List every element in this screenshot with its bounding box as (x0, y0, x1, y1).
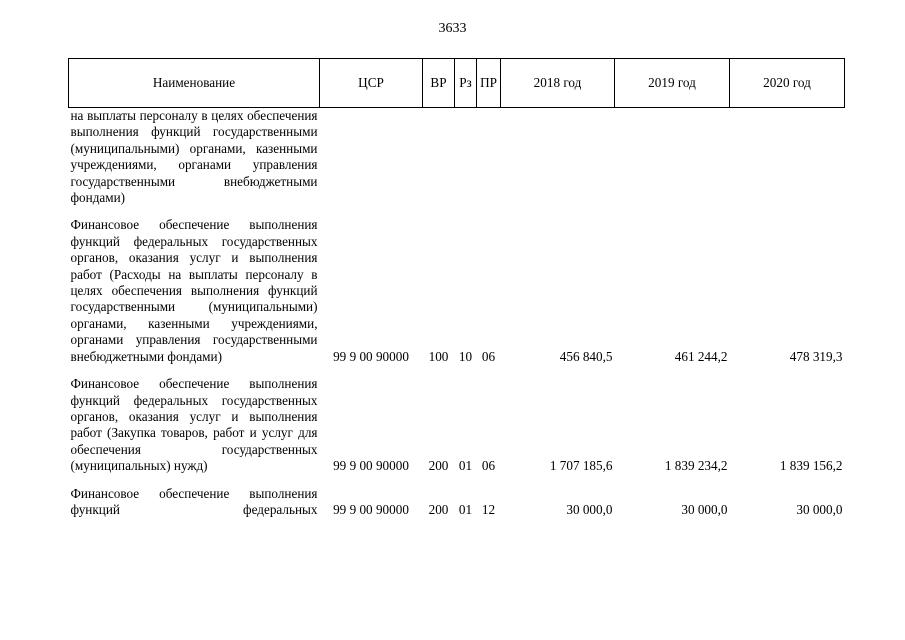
row-pr: 12 (481, 501, 496, 517)
row-rz: 01 (458, 501, 473, 517)
row-name (69, 217, 320, 365)
row-csr (320, 108, 423, 207)
row-vr (423, 108, 455, 207)
row-pr (477, 108, 501, 207)
row-vr: 200 (428, 501, 449, 517)
row-2018: 456 840,5 (559, 348, 613, 364)
row-name (69, 486, 320, 519)
table-row (69, 486, 845, 519)
row-name-text: Финансовое обеспечение выполнения функций федеральных государственных органов, оказания услуг и выполнения работ (Закупка товаров, работ и услуг для обеспечения государственных (муниципальных) нужд) (70, 376, 318, 474)
row-2020: 1 839 156,2 (779, 458, 843, 474)
table-row (69, 108, 845, 207)
row-name (69, 376, 320, 474)
row-vr: 100 (428, 348, 449, 364)
row-rz: 01 (458, 458, 473, 474)
budget-table (68, 58, 845, 518)
header-pr: ПР (477, 59, 501, 108)
row-rz (455, 108, 477, 207)
page-number: 3633 (438, 21, 467, 36)
row-rz: 10 (458, 348, 473, 364)
row-2019: 461 244,2 (674, 348, 728, 364)
row-2020: 30 000,0 (796, 501, 843, 517)
header-rz: Рз (455, 59, 477, 108)
header-2020: 2020 год (730, 59, 845, 108)
header-name: Наименование (69, 59, 320, 108)
row-2018: 30 000,0 (566, 501, 613, 517)
row-csr: 99 9 00 90000 (333, 458, 409, 474)
header-2019: 2019 год (615, 59, 730, 108)
row-pr: 06 (481, 458, 496, 474)
row-2018 (501, 108, 615, 207)
row-2020 (730, 108, 845, 207)
table-row (69, 217, 845, 365)
row-2019: 1 839 234,2 (664, 458, 728, 474)
row-2018: 1 707 185,6 (549, 458, 613, 474)
row-2019: 30 000,0 (681, 501, 728, 517)
row-csr: 99 9 00 90000 (333, 348, 409, 364)
row-2020: 478 319,3 (789, 348, 843, 364)
row-name (69, 108, 320, 207)
row-name-text: Финансовое обеспечение выполнения функций федеральных (70, 485, 318, 517)
header-vr: ВР (423, 59, 455, 108)
table-header-row (69, 59, 845, 108)
header-csr: ЦСР (320, 59, 423, 108)
row-2019 (615, 108, 730, 207)
header-2018: 2018 год (501, 59, 615, 108)
row-vr: 200 (428, 458, 449, 474)
row-name-text: Финансовое обеспечение выполнения функций федеральных государственных органов, оказания услуг и выполнения работ (Расходы на выплаты персоналу в целях обеспечения выполнения функций государственными (муниципальными) органами, казенными учреждениями, органами управления государственными внебюджетными фондами) (70, 217, 318, 364)
row-name-text: на выплаты персоналу в целях обеспечения выполнения функций государственными (муниципальными) органами, казенными учреждениями, органами управления государственными внебюджетными фондами) (70, 108, 318, 206)
row-pr: 06 (481, 348, 496, 364)
row-csr: 99 9 00 90000 (333, 501, 409, 517)
table-row (69, 376, 845, 474)
